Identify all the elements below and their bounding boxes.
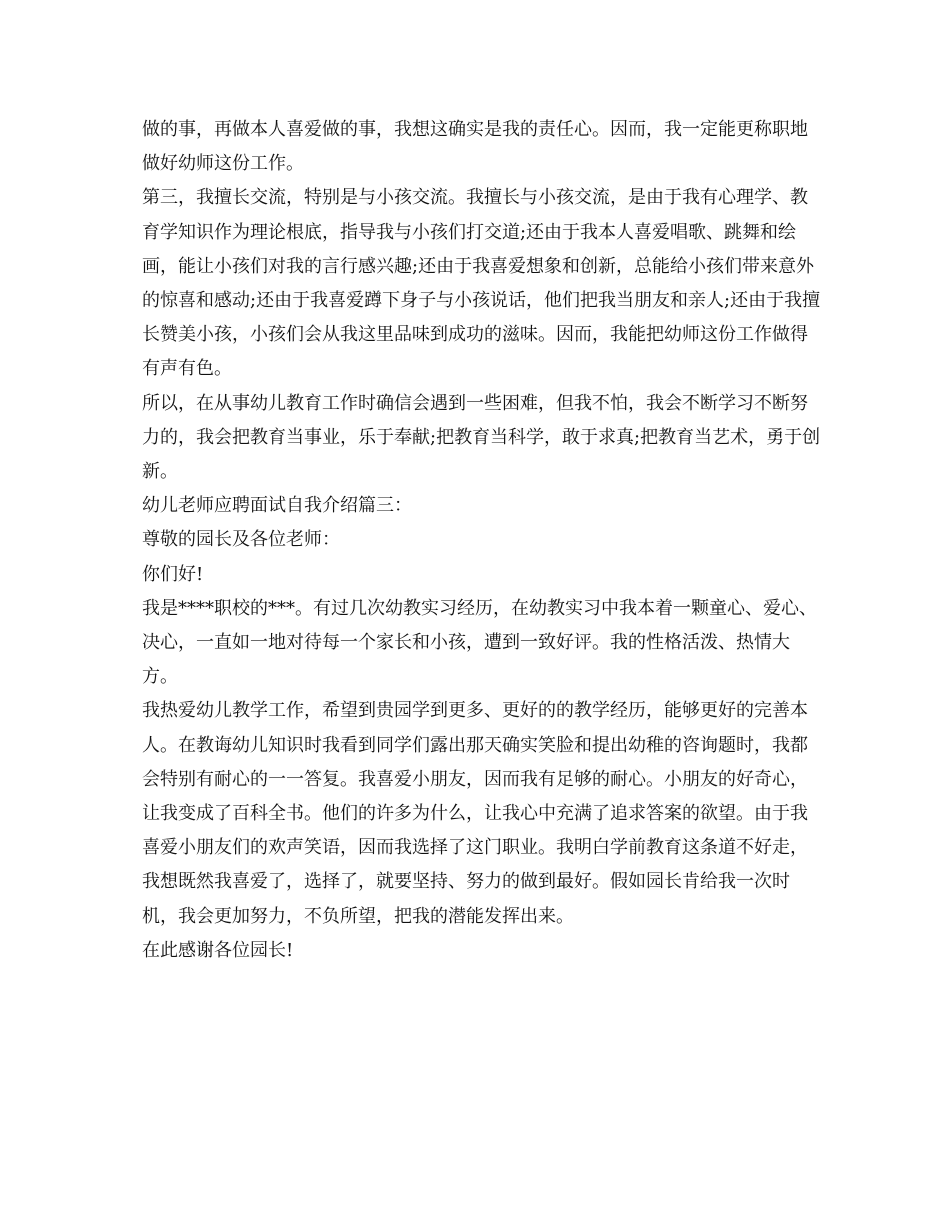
paragraph-1: 做的事，再做本人喜爱做的事，我想这确实是我的责任心。因而，我一定能更称职地做好幼师这份工作。 [142,119,808,175]
greeting: 你们好! [142,563,204,585]
paragraph-3: 所以，在从事幼儿教育工作时确信会遇到一些困难，但我不怕，我会不断学习不断努力的，我会把教育当事业，乐于奉献;把教育当科学，敢于求真;把教育当艺术，勇于创新。 [142,392,821,483]
paragraph-8: 我热爱幼儿教学工作，希望到贵园学到更多、更好的的教学经历，能够更好的完善本人。在教诲幼儿知识时我看到同学们露出那天确实笑脸和提出幼稚的咨询题时，我都会特别有耐心的一一答复。我喜爱小朋友，因而我有足够的耐心。小朋友的好奇心，让我变成了百科全书。他们的许多为什么，让我心中充满了追求答案的欲望。由于我喜爱小朋友们的欢声笑语，因而我选择了这门职业。我明白学前教育这条道不好走，我想既然我喜爱了，选择了，就要坚持、努力的做到最好。假如园长肯给我一次时机，我会更加努力，不负所望，把我的潜能发挥出来。 [142,700,808,927]
closing-line: 在此感谢各位园长! [142,939,294,961]
paragraph-2: 第三，我擅长交流，特别是与小孩交流。我擅长与小孩交流，是由于我有心理学、教育学知识作为理论根底，指导我与小孩们打交道;还由于我本人喜爱唱歌、跳舞和绘画，能让小孩们对我的言行感兴趣;还由于我喜爱想象和创新，总能给小孩们带来意外的惊喜和感动;还由于我喜爱蹲下身子与小孩说话，他们把我当朋友和亲人;还由于我擅长赞美小孩，小孩们会从我这里品味到成功的滋味。因而，我能把幼师这份工作做得有声有色。 [142,187,821,380]
salutation: 尊敬的园长及各位老师： [142,529,340,551]
document-body [142,113,822,968]
section-heading: 幼儿老师应聘面试自我介绍篇三： [142,495,412,517]
paragraph-7: 我是****职校的***。有过几次幼教实习经历，在幼教实习中我本着一颗童心、爱心、决心，一直如一地对待每一个家长和小孩，遭到一致好评。我的性格活泼、热情大方。 [142,597,817,688]
